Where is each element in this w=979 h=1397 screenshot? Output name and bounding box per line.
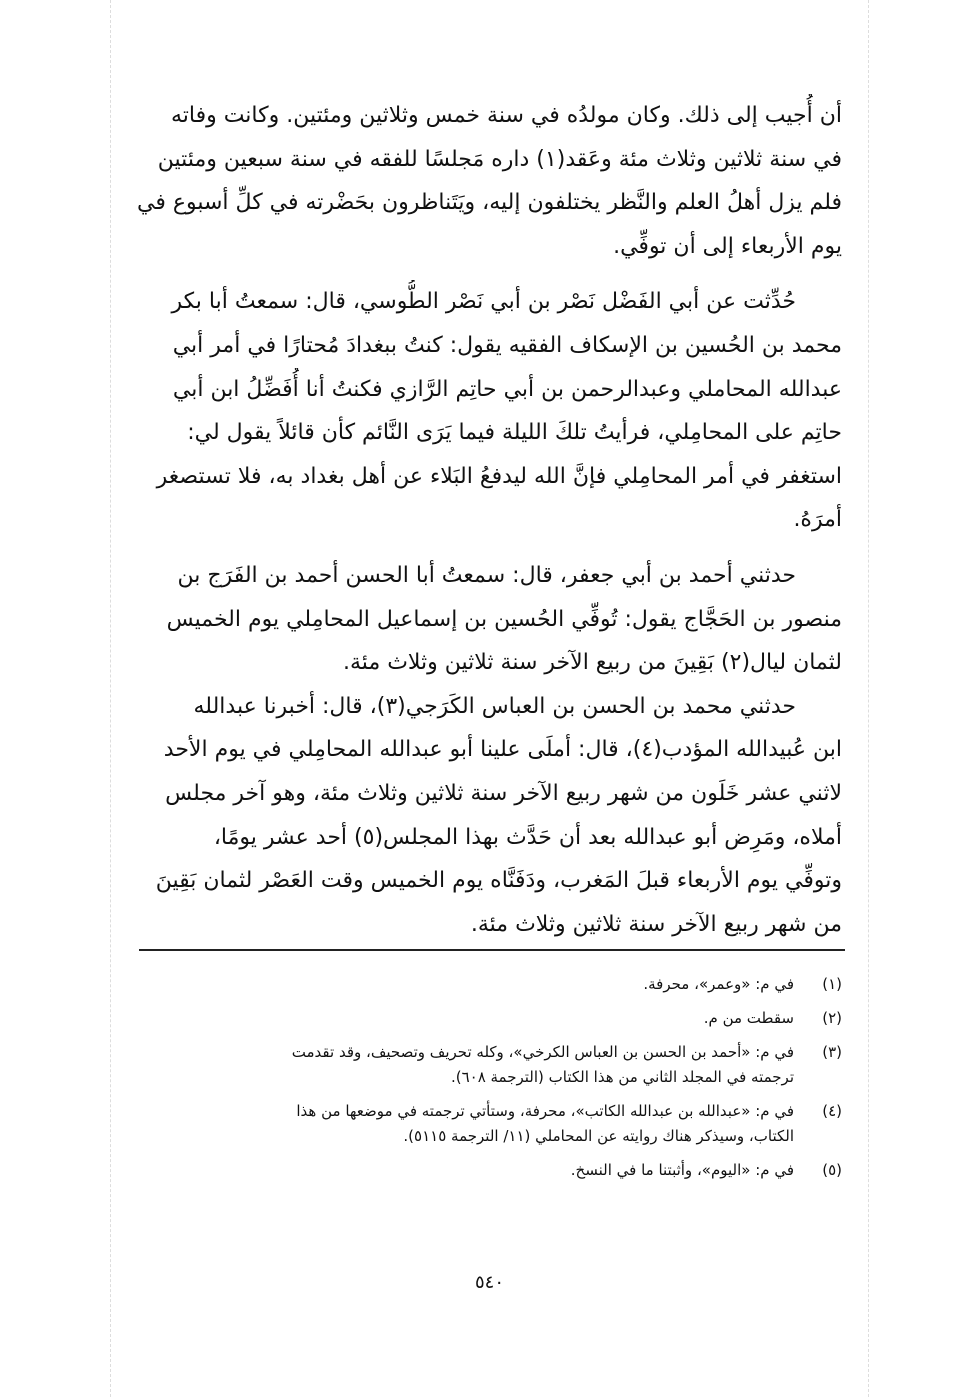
text-line: حُدِّثت عن أبي الفَضْل نَصْر بن أبي نَصْر الطُّوسي، قال: سمعتُ أبا بكر xyxy=(171,289,796,315)
footnote-text: الكتاب، وسيذكر هناك روايته عن المحاملي (١١/ الترجمة ٥١١٥). xyxy=(403,1127,794,1145)
footnote-text: في م: «اليوم»، وأثبتنا ما في النسخ. xyxy=(570,1161,794,1179)
footnote-text: ترجمته في المجلد الثاني من هذا الكتاب (الترجمة ٦٠٨). xyxy=(450,1068,794,1086)
footnote-number: (٤) xyxy=(822,1102,842,1120)
main-text xyxy=(134,94,842,946)
text-line: يوم الأربعاء إلى أن توفِّي. xyxy=(613,233,842,259)
footnote xyxy=(134,1158,842,1183)
footnote xyxy=(134,1099,842,1149)
footnote-text: في م: «أحمد بن الحسن بن العباس الكرخي»، وكله تحريف وتصحيف، وقد تقدمت xyxy=(291,1043,794,1061)
page-number: ٥٤٠ xyxy=(474,1272,504,1293)
text-line: وتوفِّي يوم الأربعاء قبلَ المَغرب، ودَفَنَّاه يوم الخميس وقت العَصْر لثمان بَقِينَ xyxy=(155,868,842,894)
footnote xyxy=(134,972,842,997)
footnote-separator xyxy=(139,949,845,951)
footnote xyxy=(134,1040,842,1090)
paragraph xyxy=(134,280,842,542)
scan-margin-line xyxy=(110,0,112,1397)
footnote xyxy=(134,1006,842,1031)
text-line: حاتِم على المحامِلي، فرأيتُ تلكَ الليلة فيما يَرَى النَّائم كأن قائلاً يقول لي: xyxy=(187,420,842,446)
text-line: أملاه، ومَرِض أبو عبدالله بعد أن حَدَّث بهذا المجلس(٥) أحد عشر يومًا، xyxy=(213,824,842,850)
footnote-number: (٥) xyxy=(822,1161,842,1179)
text-line: استغفر في أمر المحامِلي فإنَّ الله ليدفعُ البَلاء عن أهل بغداد به، فلا تستصغر xyxy=(156,463,842,489)
text-line: محمد بن الحُسين بن الإسكاف الفقيه يقول: كنتُ ببغدادَ مُحتارًا في أمر أبي xyxy=(172,332,842,358)
footnotes xyxy=(134,972,842,1192)
text-line: عبدالله المحاملي وعبدالرحمن بن أبي حاتِم الرَّازي فكنتُ أنا أُفَضِّلُ ابن أبي xyxy=(172,376,842,402)
footnote-text: سقطت من م. xyxy=(703,1009,794,1027)
footnote-text: في م: «وعمر»، محرفة. xyxy=(643,975,794,993)
text-line: حدثني محمد بن الحسن بن العباس الكَرَجي(٣)، قال: أخبرنا عبدالله xyxy=(193,693,796,719)
footnote-number: (٢) xyxy=(822,1009,842,1027)
text-line: أمرَهُ. xyxy=(793,507,842,533)
footnote-number: (٣) xyxy=(822,1043,842,1061)
text-line: ابن عُبيدالله المؤدب(٤)، قال: أملَى علينا أبو عبدالله المحامِلي في يوم الأحد xyxy=(163,737,842,763)
text-line: في سنة ثلاثين وثلاث مئة وعَقد(١) داره مَجلسًا للفقه في سنة سبعين ومئتين xyxy=(157,146,842,172)
text-line: لثمان ليال(٢) بَقِينَ من ربيع الآخر سنة ثلاثين وثلاث مئة. xyxy=(343,650,842,676)
text-line: حدثني أحمد بن أبي جعفر، قال: سمعتُ أبا الحسن أحمد بن الفَرَج بن xyxy=(177,562,796,588)
text-line: من شهر ربيع الآخر سنة ثلاثين وثلاث مئة. xyxy=(470,911,842,937)
text-line: لاثني عشر خَلَون من شهر ربيع الآخر سنة ثلاثين وثلاث مئة، وهو آخر مجلس xyxy=(165,780,842,806)
footnote-number: (١) xyxy=(822,975,842,993)
text-line: فلم يزل أهلُ العلم والنَّظر يختلفون إليه، ويَتَناظرون بحَضْرته في كلِّ أسبوع في xyxy=(137,190,842,216)
footnote-text: في م: «عبدالله بن عبدالله الكاتب»، محرفة، وستأتي ترجمته في موضعها من هذا xyxy=(296,1102,794,1120)
paragraph xyxy=(134,685,842,947)
paragraph xyxy=(134,554,842,685)
paragraph xyxy=(134,94,842,268)
text-line: منصور بن الحَجَّاج يقول: تُوفِّي الحُسين بن إسماعيل المحامِلي يوم الخميس xyxy=(166,606,842,632)
scan-margin-line xyxy=(868,0,870,1397)
text-line: أن أُجيب إلى ذلك. وكان مولدُه في سنة خمس وثلاثين ومئتين. وكانت وفاته xyxy=(170,103,842,128)
